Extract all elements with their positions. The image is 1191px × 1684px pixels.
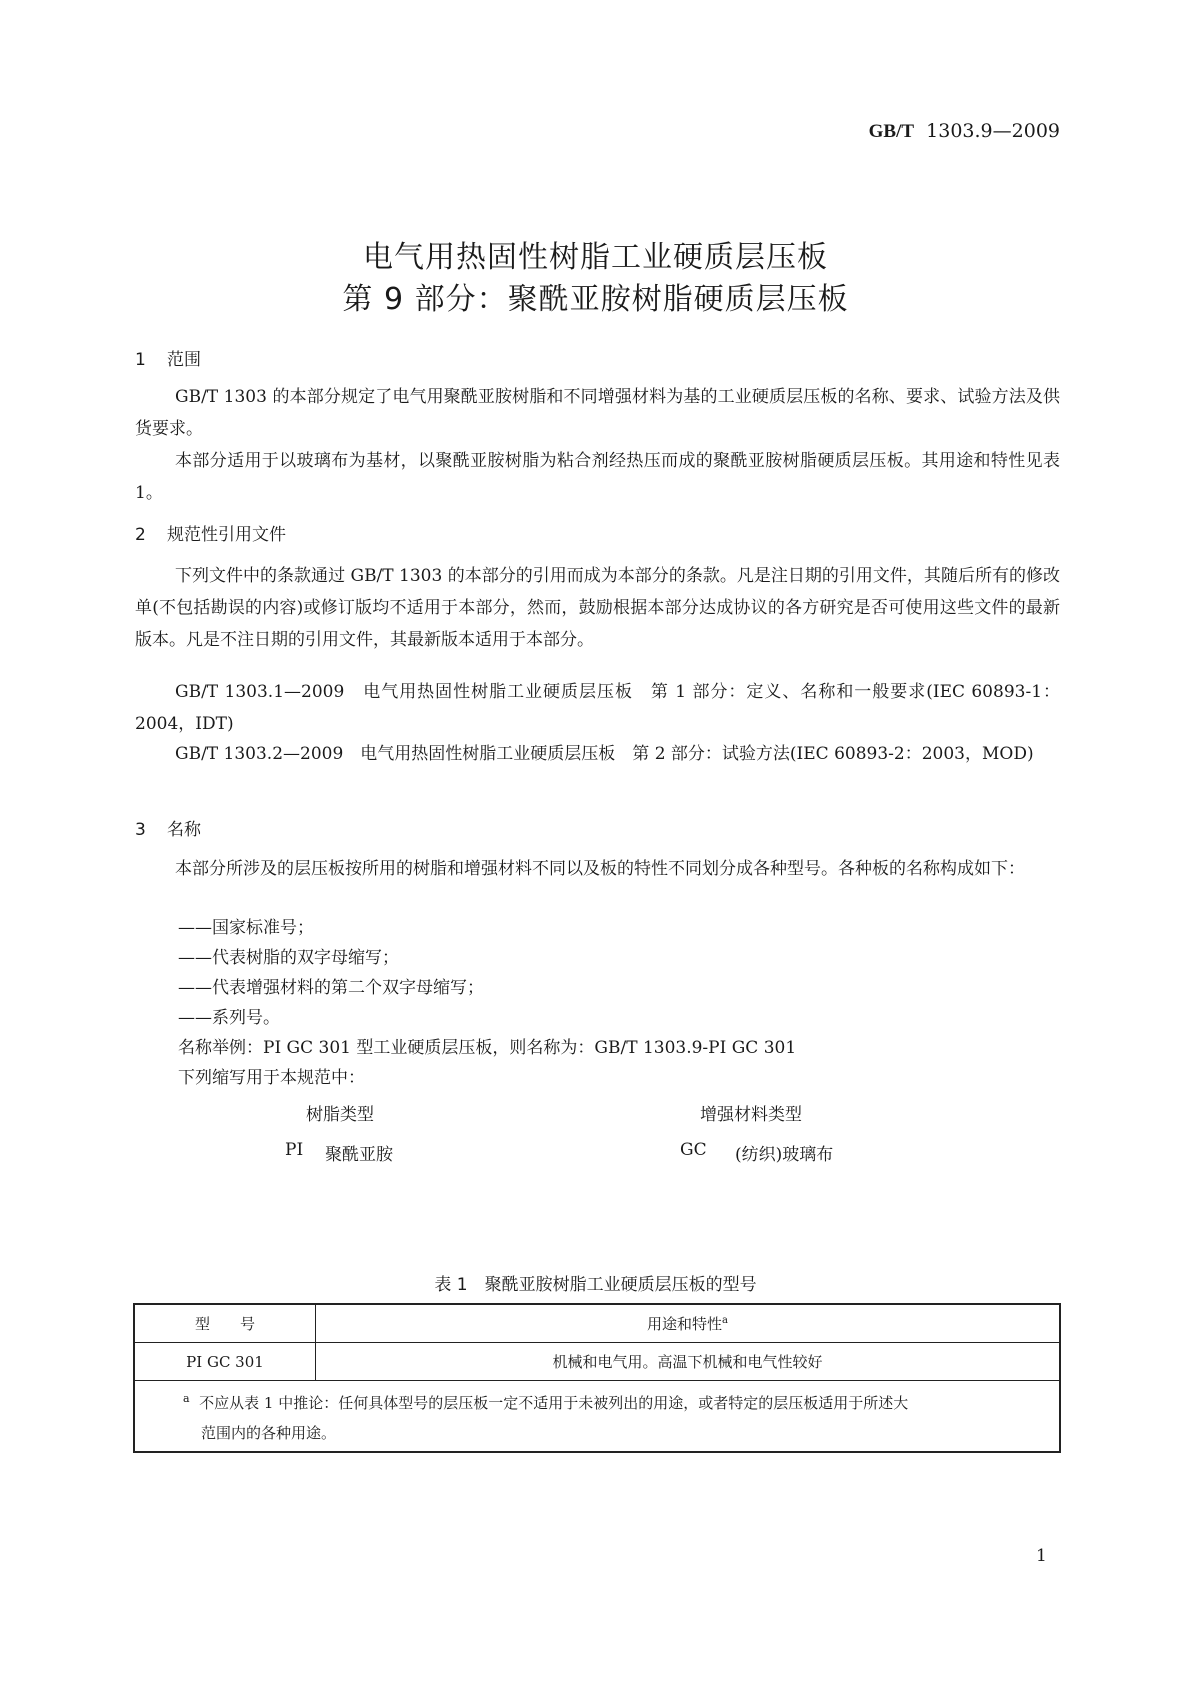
list-item: ——代表增强材料的第二个双字母缩写； bbox=[178, 978, 484, 998]
page-number: 1 bbox=[1036, 1546, 1047, 1566]
footnote-mark: a bbox=[183, 1392, 190, 1405]
section-1-para-2: 本部分适用于以玻璃布为基材，以聚酰亚胺树脂为粘合剂经热压而成的聚酰亚胺树脂硬质层压板。其用途和特性见表 1。 bbox=[135, 451, 1060, 503]
resin-type-heading: 树脂类型 bbox=[306, 1105, 374, 1125]
reference-2: GB/T 1303.2—2009 电气用热固性树脂工业硬质层压板 第 2 部分：试验方法(IEC 60893-2：2003，MOD) bbox=[175, 744, 1034, 764]
col-use-header: 用途和特性$^a$ bbox=[316, 1304, 1061, 1343]
reinforcement-code: GC bbox=[680, 1140, 707, 1160]
standard-code: 1303.9—2009 bbox=[926, 120, 1060, 142]
doc-title-line2: 第 9 部分：聚酰亚胺树脂硬质层压板 bbox=[342, 282, 849, 317]
use-cell: 机械和电气用。高温下机械和电气性较好 bbox=[316, 1343, 1061, 1381]
footnote-marker: a bbox=[722, 1315, 728, 1326]
section-3-para-1: 本部分所涉及的层压板按所用的树脂和增强材料不同以及板的特性不同划分成各种型号。各种板的名称构成如下： bbox=[175, 859, 1025, 879]
abbreviation-intro: 下列缩写用于本规范中： bbox=[178, 1068, 365, 1088]
list-item: ——系列号。 bbox=[178, 1008, 280, 1028]
resin-name: 聚酰亚胺 bbox=[325, 1145, 393, 1165]
type-table bbox=[133, 1303, 1061, 1453]
col-type-header: 型 号 bbox=[134, 1304, 316, 1343]
reinforcement-name: (纺织)玻璃布 bbox=[735, 1145, 834, 1165]
section-2-para-1: 下列文件中的条款通过 GB/T 1303 的本部分的引用而成为本部分的条款。凡是注日期的引用文件，其随后所有的修改单(不包括勘误的内容)或修订版均不适用于本部分，然而，鼓励根据本部分达成协议的各方研究是否可使用这些文件的最新版本。凡是不注日期的引用文件，其最新版本适用于本部分。 bbox=[135, 566, 1060, 650]
type-cell: PI GC 301 bbox=[134, 1343, 316, 1381]
section-2-heading: 2 规范性引用文件 bbox=[135, 525, 286, 545]
standard-number bbox=[700, 120, 1060, 143]
table-footnote: $^a$ 不应从表 1 中推论：任何具体型号的层压板一定不适用于未被列出的用途，或者特定的层压板适用于所述大 范围内的各种用途。 bbox=[134, 1381, 1060, 1453]
list-item: ——国家标准号； bbox=[178, 918, 314, 938]
table-row bbox=[134, 1343, 1060, 1381]
section-3-heading: 3 名称 bbox=[135, 820, 201, 840]
table-title: 表 1 聚酰亚胺树脂工业硬质层压板的型号 bbox=[434, 1275, 757, 1295]
naming-example: 名称举例：PI GC 301 型工业硬质层压板，则名称为：GB/T 1303.9-PI GC 301 bbox=[178, 1038, 797, 1058]
list-item: ——代表树脂的双字母缩写； bbox=[178, 948, 399, 968]
reference-1: GB/T 1303.1—2009 电气用热固性树脂工业硬质层压板 第 1 部分：定义、名称和一般要求(IEC 60893-1：2004，IDT) bbox=[135, 682, 1060, 734]
table-header-row bbox=[134, 1304, 1060, 1343]
reinforcement-type-heading: 增强材料类型 bbox=[700, 1105, 802, 1125]
doc-title-line1: 电气用热固性树脂工业硬质层压板 bbox=[363, 240, 828, 275]
table-footnote-row bbox=[134, 1381, 1060, 1453]
section-1-heading: 1 范围 bbox=[135, 350, 201, 370]
standard-prefix: GB/T bbox=[868, 121, 915, 142]
section-1-para-1: GB/T 1303 的本部分规定了电气用聚酰亚胺树脂和不同增强材料为基的工业硬质层压板的名称、要求、试验方法及供货要求。 bbox=[135, 387, 1060, 439]
resin-code: PI bbox=[285, 1140, 304, 1160]
